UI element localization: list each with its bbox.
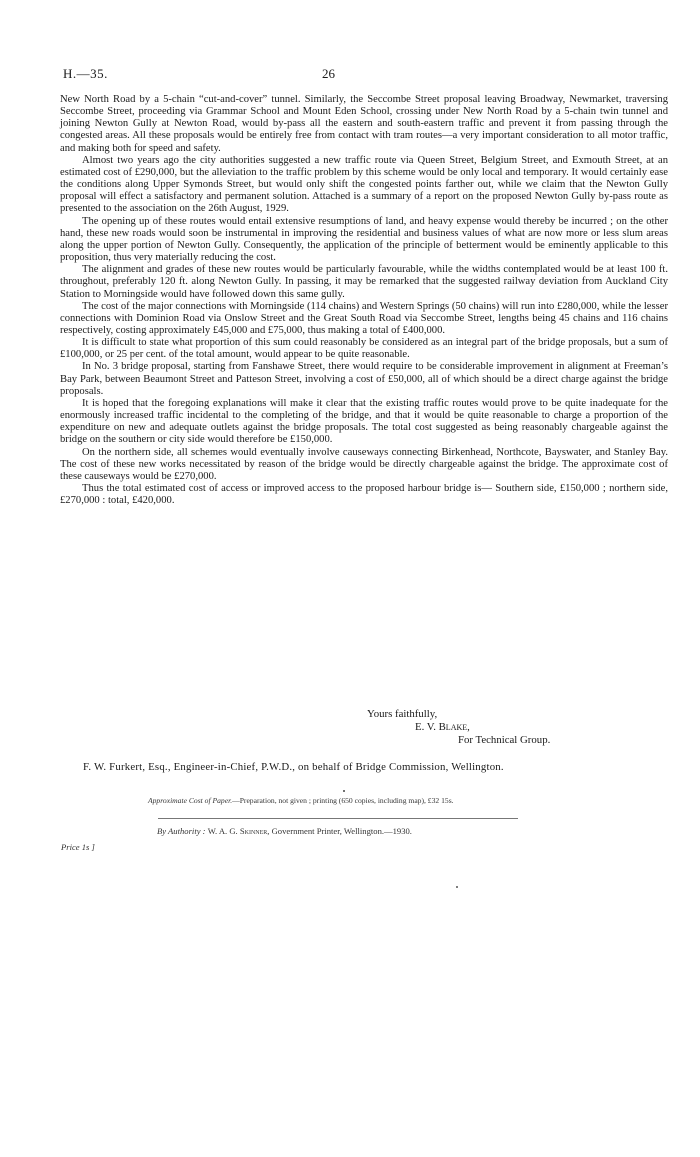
- letter-body: [60, 94, 668, 507]
- divider: [158, 818, 518, 819]
- paragraph: It is hoped that the foregoing explanations will make it clear that the existing traffic routes would prove to be quite inadequate for the enormously increased traffic incidental to the completing of the bridge, and that it would be quite reasonable to charge a proportion of the expenditure on new and adequate outlets against the bridge proposals. The total cost suggested as being reasonably chargeable against the bridge on the southern or city side would therefore be £150,000.: [60, 397, 668, 446]
- signature-surname: Blake,: [438, 721, 470, 733]
- paragraph: The cost of the major connections with Morningside (114 chains) and Western Springs (50 chains) will run into £280,000, while the lesser connections with Dominion Road via Onslow Street and the Great South Road via Seccombe Street, lengths being 45 chains and 116 chains respectively, costing approximately £45,000 and £75,000, thus making a total of £400,000.: [60, 300, 668, 336]
- cost-note-label: Approximate Cost of Paper.: [148, 796, 233, 805]
- paragraph: The opening up of these routes would entail extensive resumptions of land, and heavy expense would thereby be incurred ; on the other hand, these new roads would soon be instrumental in improving the residential and business values of what are now more or less slum areas along the upper portion of Newton Gully. Consequently, the application of the principle of betterment would be eminently applicable to this proposition, thus very materially reducing the cost.: [60, 215, 668, 264]
- authority-suffix: Government Printer, Wellington.—1930.: [271, 826, 412, 836]
- authority-prefix: By Authority :: [157, 826, 206, 836]
- stray-mark: [343, 790, 345, 792]
- stray-mark: [456, 886, 458, 888]
- paragraph: Thus the total estimated cost of access or improved access to the proposed harbour bridge is— Southern side, £150,000 ; northern side, £270,000 : total, £420,000.: [60, 483, 668, 507]
- price: Price 1s ]: [61, 842, 95, 852]
- signature-group: For Technical Group.: [458, 734, 551, 746]
- cost-of-paper-note: [148, 796, 628, 805]
- paragraph: It is difficult to state what proportion of this sum could reasonably be considered as an integral part of the bridge proposals, but a sum of £100,000, or 25 per cent. of the total amount, would appear to be quite reasonable.: [60, 337, 668, 361]
- signature-initials: E. V.: [415, 721, 436, 733]
- series-number: H.—35.: [63, 66, 108, 81]
- page-number: 26: [322, 66, 335, 81]
- paragraph: The alignment and grades of these new routes would be particularly favourable, while the widths contemplated would be at least 100 ft. throughout, preferably 120 ft. along Newton Gully. In passing, it may be remarked that the suggested railway deviation from Auckland City Station to Morningside would have followed down this same gully.: [60, 264, 668, 300]
- paragraph: Almost two years ago the city authorities suggested a new traffic route via Queen Street, Belgium Street, and Exmouth Street, at an estimated cost of £290,000, but the alleviation to the traffic problem by this scheme would be only local and temporary. It would certainly ease the conditions along Upper Symonds Street, but would only shift the congested points farther out, while we claim that the Newton Gully proposal will effect a satisfactory and permanent solution. Attached is a summary of a report on the proposed Newton Gully by-pass route as presented to the association on the 26th August, 1929.: [60, 154, 668, 215]
- paragraph: On the northern side, all schemes would eventually involve causeways connecting Birkenhead, Northcote, Bayswater, and Stanley Bay. The cost of these new works necessitated by reason of the bridge would be directly chargeable against the bridge. The approximate cost of these causeways would be £270,000.: [60, 446, 668, 482]
- signature-closing: Yours faithfully,: [367, 708, 438, 720]
- printer-authority: [157, 826, 577, 836]
- paragraph: New North Road by a 5-chain “cut-and-cover” tunnel. Similarly, the Seccombe Street proposal leaving Broadway, Newmarket, traversing Seccombe Street, proceeding via Grammar School and Mount Eden School, crossing under New North Road by a 5-chain twin tunnel and joining Newton Gully at Newton Road, would by-pass all the eastern and south-eastern traffic and prevent it from passing through the congested areas. All these proposals would be entirely free from contact with tram routes—a very important consideration to all motor traffic, and making both for speed and safety.: [60, 94, 668, 154]
- cost-note-text: —Preparation, not given ; printing (650 copies, including map), £32 15s.: [232, 796, 454, 805]
- printer-name: W. A. G. Skinner,: [207, 826, 270, 836]
- signature-name: [415, 721, 470, 734]
- paragraph: In No. 3 bridge proposal, starting from Fanshawe Street, there would require to be considerable improvement in alignment at Freeman’s Bay Park, between Beaumont Street and Patteson Street, involving a cost of £50,000, all of which should be a direct charge against the bridge proposals.: [60, 361, 668, 397]
- addressee: F. W. Furkert, Esq., Engineer-in-Chief, P.W.D., on behalf of Bridge Commission, Wellington.: [83, 761, 504, 773]
